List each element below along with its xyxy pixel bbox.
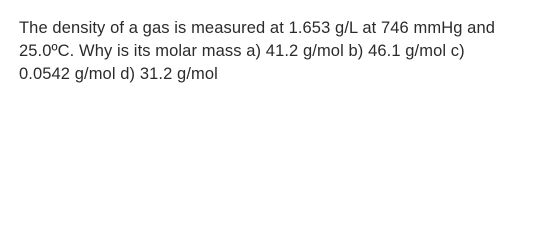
question-line-1: The density of a gas is measured at 1.653 g/L at 746 mmHg and [19,19,496,37]
question-line-3: 0.0542 g/mol d) 31.2 g/mol [19,65,218,83]
question-text [19,17,549,86]
question-line-2: 25.0ºC. Why is its molar mass a) 41.2 g/mol b) 46.1 g/mol c) [19,42,465,60]
